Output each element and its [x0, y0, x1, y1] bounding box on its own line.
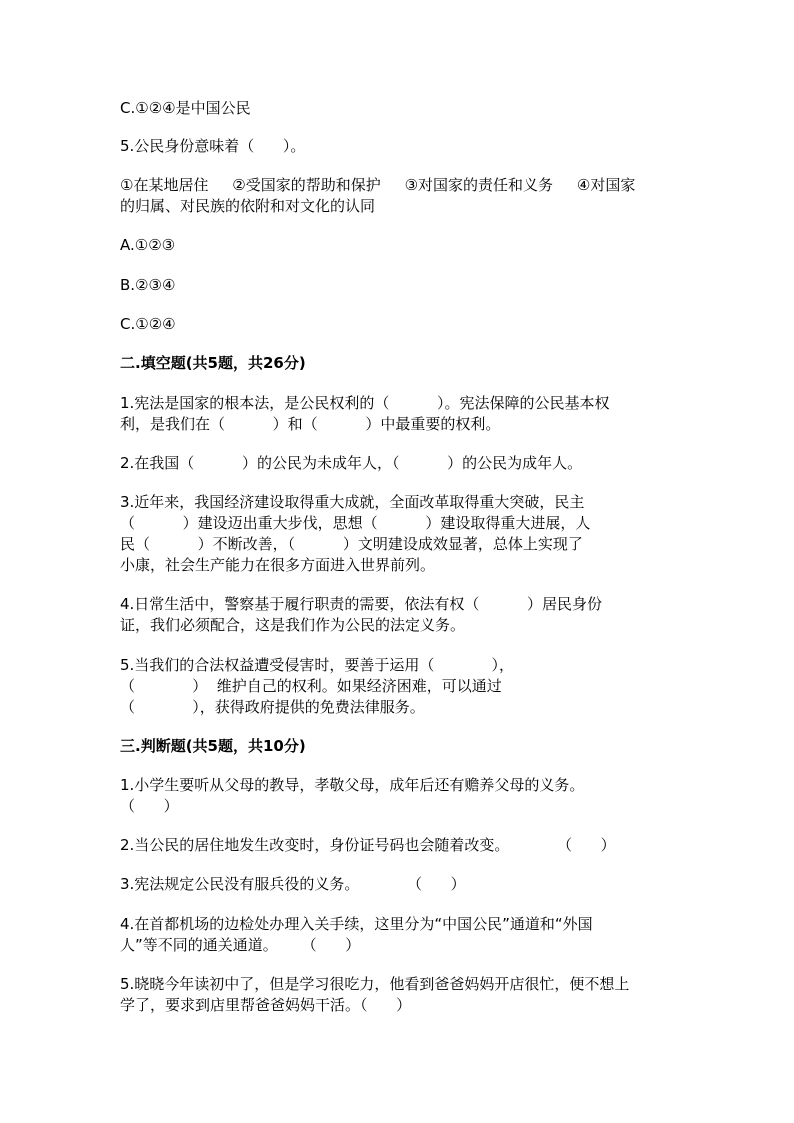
- fill-q1-line1: 1.宪法是国家的根本法，是公民权利的（ ）。宪法保障的公民基本权: [120, 394, 610, 412]
- fill-q3-line1: 3.近年来，我国经济建设取得重大成就，全面改革取得重大突破，民主: [120, 493, 585, 511]
- fill-q4-line2: 证，我们必须配合，这是我们作为公民的法定义务。: [120, 616, 466, 634]
- option-a: A.①②③: [120, 236, 176, 254]
- option-c-line: C.①②④是中国公民: [120, 99, 251, 117]
- fill-q3-line3: 民（ ）不断改善，（ ）文明建设成效显著，总体上实现了: [120, 535, 583, 553]
- question-5-stem: 5.公民身份意味着（ ）。: [120, 137, 306, 155]
- judge-q2: 2.当公民的居住地发生改变时，身份证号码也会随着改变。 （ ）: [120, 836, 616, 854]
- fill-q5-line1: 5.当我们的合法权益遭受侵害时，要善于运用（ ），: [120, 656, 515, 674]
- section-fill-blank-heading: 二.填空题(共5题，共26分): [120, 354, 306, 372]
- question-5-statements-cont: 的归属、对民族的依附和对文化的认同: [120, 197, 376, 215]
- judge-q1-line1: 1.小学生要听从父母的教导，孝敬父母，成年后还有赡养父母的义务。: [120, 776, 585, 794]
- judge-q1-line2: （ ）: [120, 797, 179, 815]
- fill-q5-line2: （ ） 维护自己的权利。如果经济困难，可以通过: [120, 677, 502, 695]
- fill-q1-line2: 利，是我们在（ ）和（ ）中最重要的权利。: [120, 415, 501, 433]
- judge-q3: 3.宪法规定公民没有服兵役的义务。 （ ）: [120, 875, 466, 893]
- option-c: C.①②④: [120, 315, 176, 333]
- option-b: B.②③④: [120, 276, 176, 294]
- fill-q3-line2: （ ）建设迈出重大步伐，思想（ ）建设取得重大进展，人: [120, 514, 591, 532]
- fill-q4-line1: 4.日常生活中，警察基于履行职责的需要，依法有权（ ）居民身份: [120, 595, 602, 613]
- judge-q5-line1: 5.晓晓今年读初中了，但是学习很吃力，他看到爸爸妈妈开店很忙，便不想上: [120, 975, 630, 993]
- judge-q4-line2: 人”等不同的通关通道。 （ ）: [120, 936, 361, 954]
- section-judgment-heading: 三.判断题(共5题，共10分): [120, 737, 306, 755]
- fill-q5-line3: （ ），获得政府提供的免费法律服务。: [120, 698, 425, 716]
- question-5-statements: ①在某地居住 ②受国家的帮助和保护 ③对国家的责任和义务 ④对国家: [120, 176, 636, 194]
- judge-q4-line1: 4.在首都机场的边检处办理入关手续，这里分为“中国公民”通道和“外国: [120, 915, 593, 933]
- fill-q2: 2.在我国（ ）的公民为未成年人，（ ）的公民为成年人。: [120, 454, 583, 472]
- fill-q3-line4: 小康，社会生产能力在很多方面进入世界前列。: [120, 556, 436, 574]
- judge-q5-line2: 学了，要求到店里帮爸爸妈妈干活。（ ）: [120, 996, 412, 1014]
